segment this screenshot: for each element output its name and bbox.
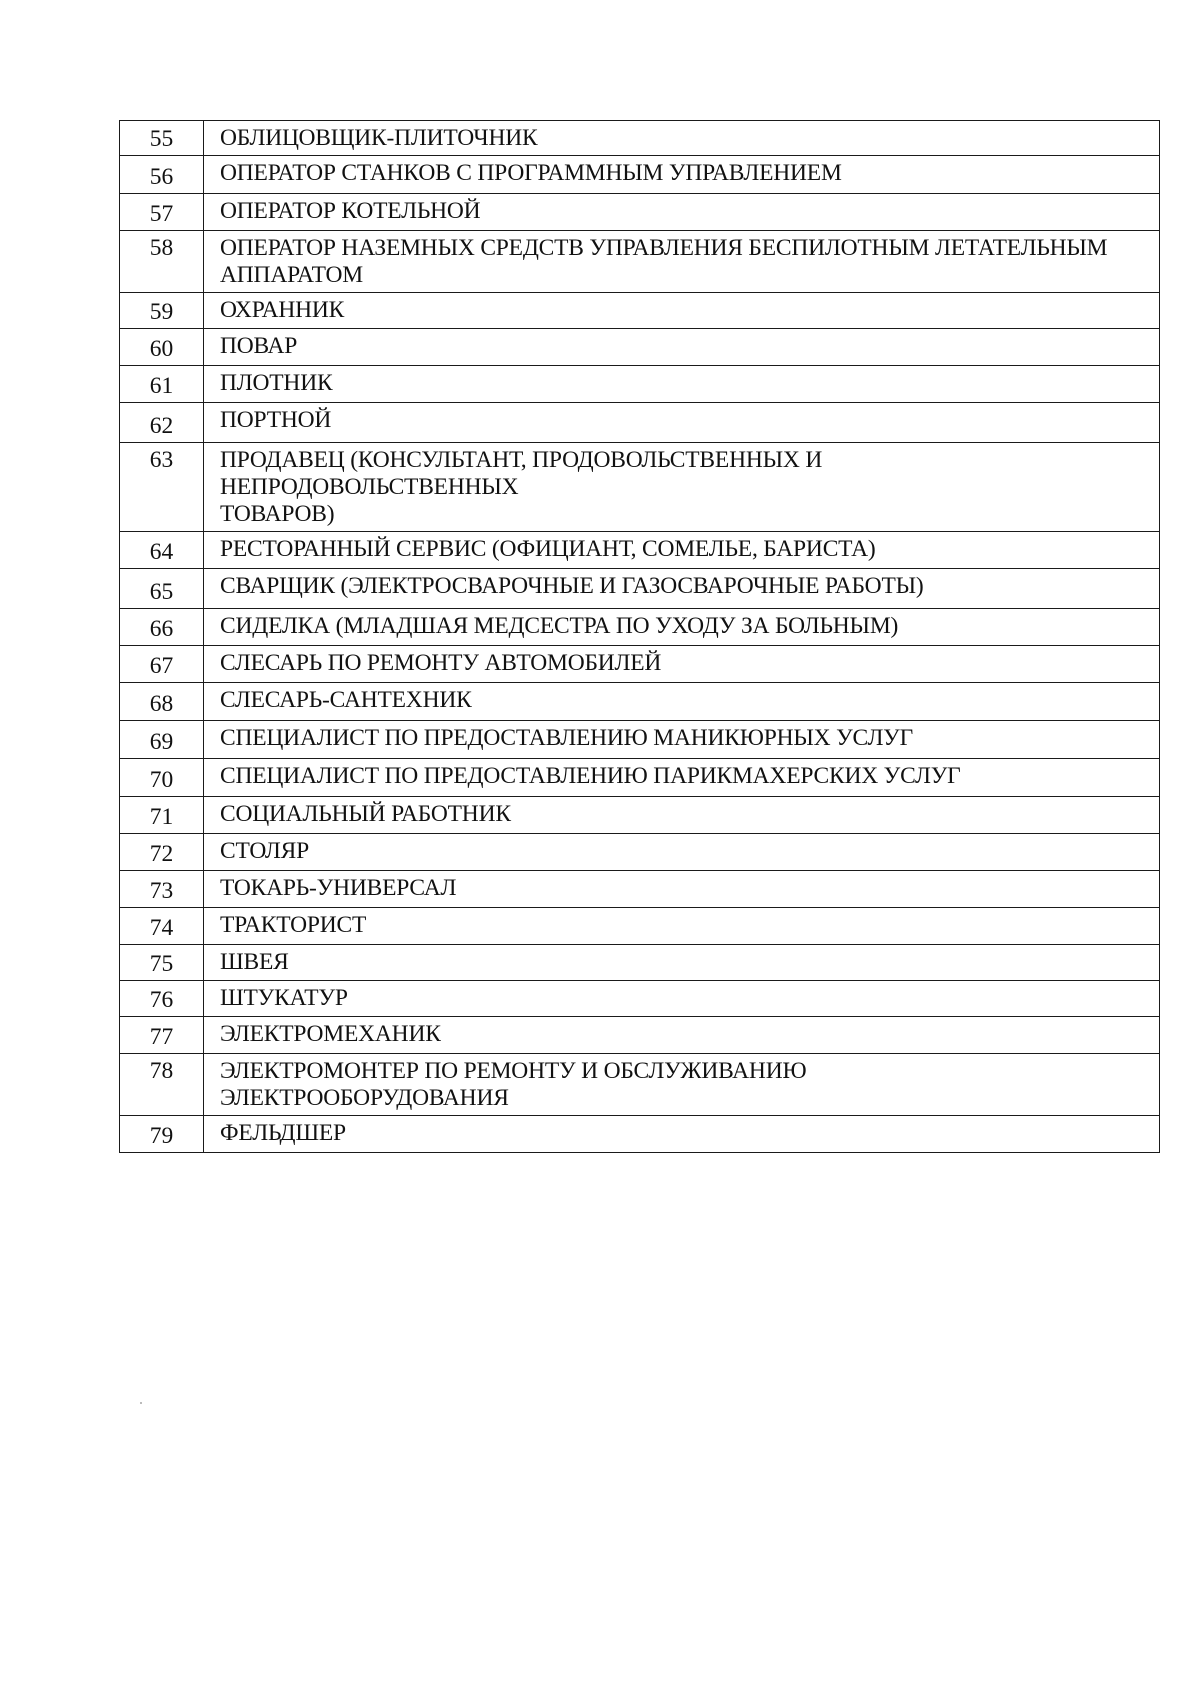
row-number: 69: [120, 721, 204, 759]
row-number: 66: [120, 609, 204, 646]
table-row: [120, 329, 1160, 366]
row-number: 79: [120, 1116, 204, 1153]
profession-name: ШВЕЯ: [204, 945, 1160, 981]
profession-name: ТОКАРЬ-УНИВЕРСАЛ: [204, 871, 1160, 908]
profession-name: ПРОДАВЕЦ (КОНСУЛЬТАНТ, ПРОДОВОЛЬСТВЕННЫХ И НЕПРОДОВОЛЬСТВЕННЫХ ТОВАРОВ): [204, 443, 1160, 532]
profession-name: ОХРАННИК: [204, 293, 1160, 329]
table-row: [120, 1017, 1160, 1054]
table-row: [120, 194, 1160, 231]
profession-name: ПОВАР: [204, 329, 1160, 366]
profession-name: СПЕЦИАЛИСТ ПО ПРЕДОСТАВЛЕНИЮ МАНИКЮРНЫХ УСЛУГ: [204, 721, 1160, 759]
profession-name: СИДЕЛКА (МЛАДШАЯ МЕДСЕСТРА ПО УХОДУ ЗА БОЛЬНЫМ): [204, 609, 1160, 646]
profession-name: ФЕЛЬДШЕР: [204, 1116, 1160, 1153]
row-number: 60: [120, 329, 204, 366]
row-number: 77: [120, 1017, 204, 1054]
row-number: 56: [120, 156, 204, 194]
profession-name: ШТУКАТУР: [204, 981, 1160, 1017]
table-row: [120, 797, 1160, 834]
profession-name: ЭЛЕКТРОМЕХАНИК: [204, 1017, 1160, 1054]
row-number: 75: [120, 945, 204, 981]
row-number: 76: [120, 981, 204, 1017]
professions-table: [119, 120, 1160, 1153]
table-row: [120, 366, 1160, 403]
profession-name: СЛЕСАРЬ ПО РЕМОНТУ АВТОМОБИЛЕЙ: [204, 646, 1160, 683]
table-row: [120, 443, 1160, 532]
row-number: 63: [120, 443, 204, 532]
row-number: 73: [120, 871, 204, 908]
table-row: [120, 293, 1160, 329]
profession-name: РЕСТОРАННЫЙ СЕРВИС (ОФИЦИАНТ, СОМЕЛЬЕ, БАРИСТА): [204, 532, 1160, 569]
row-number: 61: [120, 366, 204, 403]
profession-name: ОПЕРАТОР КОТЕЛЬНОЙ: [204, 194, 1160, 231]
table-row: [120, 981, 1160, 1017]
profession-name: ЭЛЕКТРОМОНТЕР ПО РЕМОНТУ И ОБСЛУЖИВАНИЮ ЭЛЕКТРООБОРУДОВАНИЯ: [204, 1054, 1160, 1116]
table-row: [120, 646, 1160, 683]
table-row: [120, 721, 1160, 759]
table-row: [120, 231, 1160, 293]
profession-name: СОЦИАЛЬНЫЙ РАБОТНИК: [204, 797, 1160, 834]
table-row: [120, 683, 1160, 721]
row-number: 78: [120, 1054, 204, 1116]
profession-name: СТОЛЯР: [204, 834, 1160, 871]
table-row: [120, 871, 1160, 908]
row-number: 65: [120, 569, 204, 609]
profession-name: СВАРЩИК (ЭЛЕКТРОСВАРОЧНЫЕ И ГАЗОСВАРОЧНЫЕ РАБОТЫ): [204, 569, 1160, 609]
table-row: [120, 1116, 1160, 1153]
row-number: 74: [120, 908, 204, 945]
table-row: [120, 156, 1160, 194]
profession-name: ОПЕРАТОР СТАНКОВ С ПРОГРАММНЫМ УПРАВЛЕНИЕМ: [204, 156, 1160, 194]
table-row: [120, 569, 1160, 609]
table-row: [120, 403, 1160, 443]
row-number: 72: [120, 834, 204, 871]
scan-speck: [140, 1402, 142, 1404]
row-number: 67: [120, 646, 204, 683]
row-number: 64: [120, 532, 204, 569]
profession-name: ТРАКТОРИСТ: [204, 908, 1160, 945]
row-number: 55: [120, 121, 204, 156]
row-number: 58: [120, 231, 204, 293]
row-number: 70: [120, 759, 204, 797]
row-number: 71: [120, 797, 204, 834]
table-row: [120, 121, 1160, 156]
professions-table-body: [120, 121, 1160, 1153]
profession-name: СПЕЦИАЛИСТ ПО ПРЕДОСТАВЛЕНИЮ ПАРИКМАХЕРСКИХ УСЛУГ: [204, 759, 1160, 797]
table-row: [120, 834, 1160, 871]
profession-name: ПОРТНОЙ: [204, 403, 1160, 443]
row-number: 59: [120, 293, 204, 329]
row-number: 57: [120, 194, 204, 231]
table-row: [120, 1054, 1160, 1116]
table-row: [120, 945, 1160, 981]
profession-name: ОПЕРАТОР НАЗЕМНЫХ СРЕДСТВ УПРАВЛЕНИЯ БЕСПИЛОТНЫМ ЛЕТАТЕЛЬНЫМ АППАРАТОМ: [204, 231, 1160, 293]
table-row: [120, 532, 1160, 569]
profession-name: ПЛОТНИК: [204, 366, 1160, 403]
table-row: [120, 908, 1160, 945]
row-number: 62: [120, 403, 204, 443]
table-row: [120, 759, 1160, 797]
row-number: 68: [120, 683, 204, 721]
profession-name: ОБЛИЦОВЩИК-ПЛИТОЧНИК: [204, 121, 1160, 156]
table-row: [120, 609, 1160, 646]
profession-name: СЛЕСАРЬ-САНТЕХНИК: [204, 683, 1160, 721]
